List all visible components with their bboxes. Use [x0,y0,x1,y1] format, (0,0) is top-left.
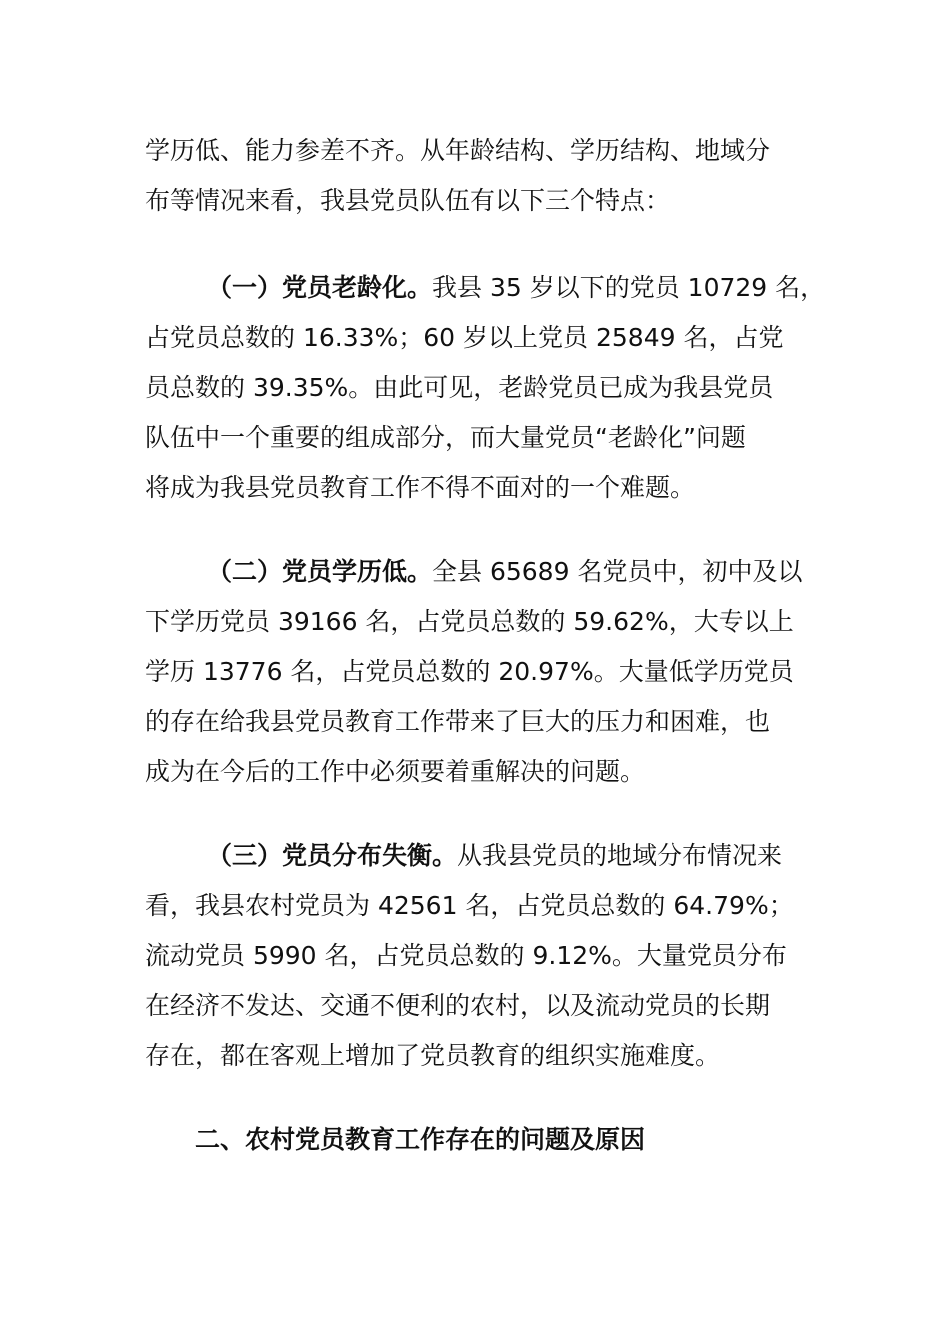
paragraph-education [145,547,815,797]
text-line: 流动党员 5990 名，占党员总数的 9.12%。大量党员分布 [145,941,787,970]
text-line: 学历低、能力参差不齐。从年龄结构、学历结构、地域分 [145,136,771,165]
text-line: 员总数的 39.35%。由此可见，老龄党员已成为我县党员 [145,373,774,402]
paragraph-lead: （三）党员分布失衡。 [207,841,458,870]
text-run: 我县 35 岁以下的党员 10729 名， [432,273,826,302]
text-line: 下学历党员 39166 名，占党员总数的 59.62%，大专以上 [145,607,794,636]
text-run: 全县 65689 名党员中，初中及以 [432,557,803,586]
paragraph-aging [145,263,826,513]
text-line: 在经济不发达、交通不便利的农村，以及流动党员的长期 [145,991,771,1020]
text-line: 布等情况来看，我县党员队伍有以下三个特点： [145,186,671,215]
text-line: 学历 13776 名，占党员总数的 20.97%。大量低学历党员 [145,657,794,686]
paragraph-distribution [145,831,815,1081]
paragraph-lead: （一）党员老龄化。 [207,273,433,302]
text-line [145,547,815,597]
text-line: 占党员总数的 16.33%；60 岁以上党员 25849 名，占党 [145,323,784,352]
text-line: 看，我县农村党员为 42561 名，占党员总数的 64.79%； [145,891,794,920]
text-line [145,831,815,881]
text-line: 成为在今后的工作中必须要着重解决的问题。 [145,757,646,786]
paragraph-intro [145,126,815,226]
text-line: 的存在给我县党员教育工作带来了巨大的压力和困难，也 [145,707,771,736]
text-run: 从我县党员的地域分布情况来 [457,841,783,870]
section-heading: 二、农村党员教育工作存在的问题及原因 [195,1125,646,1154]
text-line: 存在，都在客观上增加了党员教育的组织实施难度。 [145,1041,721,1070]
paragraph-lead: （二）党员学历低。 [207,557,433,586]
text-line: 队伍中一个重要的组成部分，而大量党员“老龄化”问题 [145,423,746,452]
text-line: 将成为我县党员教育工作不得不面对的一个难题。 [145,473,696,502]
text-line [145,263,826,313]
